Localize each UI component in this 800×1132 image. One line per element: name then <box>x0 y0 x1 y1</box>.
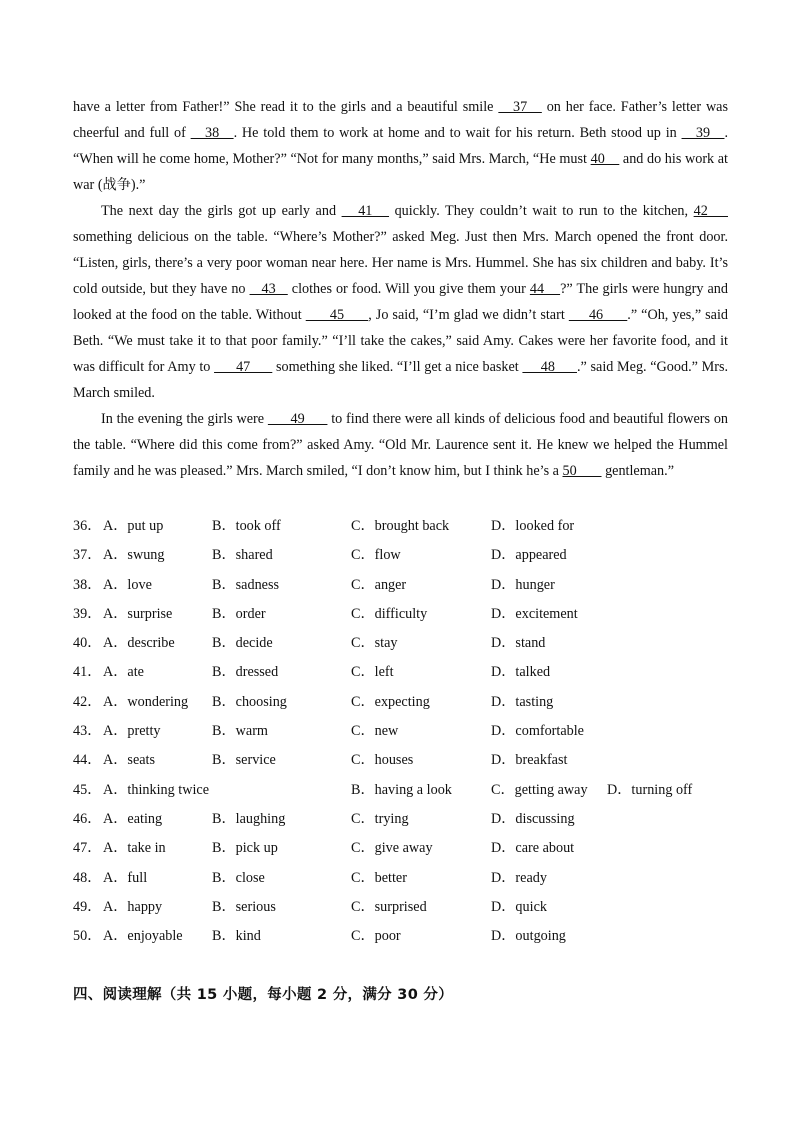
paragraph-2: The next day the girls got up early and 41 quickly. They couldn’t wait to run to the kitchen, 42 something delicious on the table. “Where’s Mother?” asked Meg. Just then Mrs. March opened the front door. “Listen, girls, there’s a very poor woman near here. Her name is Mrs. Hummel. She has six children and baby. It’s cold outside, but they have no 43 clothes or food. Will you give them your 44 ?” The girls were hungry and looked at the food on the table. Without 45 , Jo said, “I’m glad we didn’t start 46 .” “Oh, yes,” said Beth. “We must take it to that poor family.” “I’ll take the cakes,” said Amy. Cakes were her favorite food, and it was difficult for Amy to 47 something she liked. “I’ll get a nice basket 48 .” said Meg. “Good.” Mrs. March smiled. <box>73 203 729 401</box>
blank-47: 47 <box>214 359 273 375</box>
paragraph-3: In the evening the girls were 49 to find there were all kinds of delicious food and beautiful flowers on the table. “Where did this come from?” asked Amy. “Old Mr. Laurence sent it. He knew we helped the Hummel family and he was pleased.” Mrs. March smiled, “I don’t know him, but I think he’s a 50 gentleman.” <box>73 411 729 479</box>
question-41: 41． A．ate B．dressed C．left D．talked <box>73 664 551 681</box>
question-36: 36． A．put up B．took off C．brought back D．looked for <box>73 518 575 534</box>
blank-37: 37 <box>498 99 542 115</box>
question-43: 43． A．pretty B．warm C．new D．comfortable <box>73 723 584 740</box>
question-44: 44． A．seats B．service C．houses D．breakfast <box>73 752 568 769</box>
blank-43: 43 <box>249 281 288 297</box>
cloze-passage <box>73 94 728 484</box>
question-45: 45． A．thinking twice B．having a look C．getting away D．turning off <box>73 781 693 798</box>
question-46: 46． A．eating B．laughing C．trying D．discussing <box>73 810 575 827</box>
question-48: 48． A．full B．close C．better D．ready <box>73 869 547 886</box>
question-37: 37． A．swung B．shared C．flow D．appeared <box>73 547 567 564</box>
question-38: 38． A．love B．sadness C．anger D．hunger <box>73 576 555 593</box>
section-heading: 四、阅读理解（共 15 小题，每小题 2 分，满分 30 分） <box>73 987 454 1003</box>
blank-40: 40 <box>590 151 620 167</box>
paragraph-1: have a letter from Father!” She read it to the girls and a beautiful smile 37 on her face. Father’s letter was cheerful and full of 38 . He told them to work at home and to wait for his return. Beth stood up in 39 . “When will he come home, Mother?” “Not for many months,” said Mrs. March, “He must 40 and do his work at war (战争).” <box>73 99 729 193</box>
blank-38: 38 <box>190 125 234 141</box>
blank-45: 45 <box>305 307 369 323</box>
blank-48: 48 <box>522 359 577 375</box>
blank-46: 46 <box>568 307 628 323</box>
blank-39: 39 <box>681 125 725 141</box>
blank-44: 44 <box>529 281 561 297</box>
question-49: 49． A．happy B．serious C．surprised D．quick <box>73 898 547 915</box>
answer-options <box>73 513 733 952</box>
question-40: 40． A．describe B．decide C．stay D．stand <box>73 635 546 652</box>
blank-41: 41 <box>341 203 390 219</box>
question-42: 42． A．wondering B．choosing C．expecting D．tasting <box>73 693 554 710</box>
blank-49: 49 <box>267 411 328 427</box>
question-39: 39． A．surprise B．order C．difficulty D．excitement <box>73 605 578 622</box>
question-50: 50． A．enjoyable B．kind C．poor D．outgoing <box>73 928 566 945</box>
blank-42: 42 <box>693 203 728 219</box>
blank-50: 50 <box>562 463 602 479</box>
question-47: 47． A．take in B．pick up C．give away D．care about <box>73 840 575 857</box>
